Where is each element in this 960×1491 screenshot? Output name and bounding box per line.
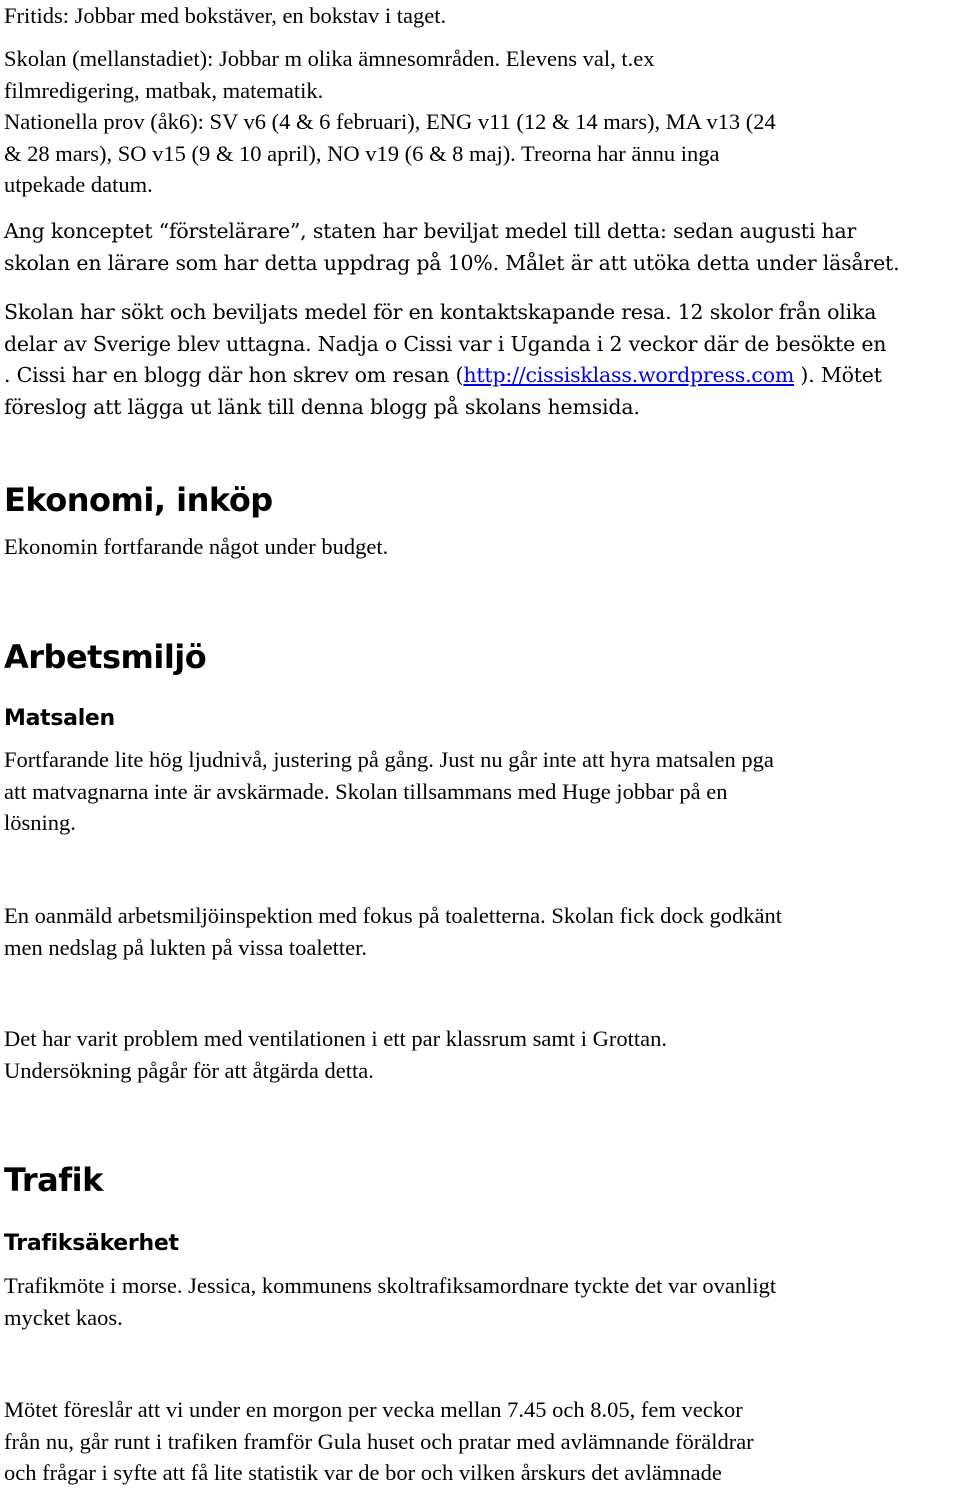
forstelarare-paragraph bbox=[4, 216, 899, 279]
kontaktresa-line-2: delar av Sverige blev uttagna. Nadja o Cissi var i Uganda i 2 veckor där de besökte en bbox=[4, 331, 887, 356]
skolan-line-3: Nationella prov (åk6): SV v6 (4 & 6 februari), ENG v11 (12 & 14 mars), MA v13 (24 bbox=[4, 109, 776, 134]
ventilation-paragraph bbox=[4, 1023, 667, 1086]
trafiksakerhet-line-1: Trafikmöte i morse. Jessica, kommunens skoltrafiksamordnare tyckte det var ovanligt bbox=[4, 1273, 777, 1298]
mote-line-2: från nu, går runt i trafiken framför Gula huset och pratar med avlämnande föräldrar bbox=[4, 1428, 754, 1454]
trafik-heading: Trafik bbox=[4, 1161, 103, 1199]
ekonomi-paragraph bbox=[4, 531, 388, 563]
skolan-line-1: Skolan (mellanstadiet): Jobbar m olika ämnesområden. Elevens val, t.ex bbox=[4, 46, 655, 71]
mote-paragraph bbox=[4, 1394, 754, 1489]
skolan-line-4: & 28 mars), SO v15 (9 & 10 april), NO v19 (6 & 8 maj). Treorna har ännu inga bbox=[4, 140, 720, 166]
ventilation-line-1: Det har varit problem med ventilationen i ett par klassrum samt i Grottan. bbox=[4, 1026, 667, 1051]
mote-line-3: och frågar i syfte att få lite statistik var de bor och vilken årskurs det avlämnade bbox=[4, 1460, 722, 1485]
inspektion-paragraph bbox=[4, 900, 782, 963]
skolan-paragraph bbox=[4, 43, 776, 201]
inspektion-line-1: En oanmäld arbetsmiljöinspektion med fokus på toaletterna. Skolan fick dock godkänt bbox=[4, 903, 782, 928]
kontaktresa-line-3-after: ). Mötet bbox=[794, 363, 882, 387]
fritids-line-1: Fritids: Jobbar med bokstäver, en bokstav i taget. bbox=[4, 3, 447, 28]
trafiksakerhet-heading: Trafiksäkerhet bbox=[4, 1231, 179, 1256]
forstelarare-line-2: skolan en lärare som har detta uppdrag på 10%. Målet är att utöka detta under läsåret. bbox=[4, 250, 900, 275]
matsalen-line-2: att matvagnarna inte är avskärmade. Skolan tillsammans med Huge jobbar på en bbox=[4, 778, 728, 804]
kontaktresa-line-3-before: . Cissi har en blogg där hon skrev om resan ( bbox=[4, 363, 464, 387]
trafiksakerhet-line-2: mycket kaos. bbox=[4, 1304, 123, 1330]
blog-link[interactable]: http://cissisklass.wordpress.com bbox=[463, 363, 795, 387]
kontaktresa-line-1: Skolan har sökt och beviljats medel för en kontaktskapande resa. 12 skolor från olika bbox=[4, 300, 877, 324]
kontaktresa-line-4: föreslog att lägga ut länk till denna blogg på skolans hemsida. bbox=[4, 394, 640, 419]
matsalen-line-3: lösning. bbox=[4, 810, 76, 835]
skolan-line-2: filmredigering, matbak, matematik. bbox=[4, 77, 324, 103]
matsalen-paragraph bbox=[4, 744, 774, 839]
trafiksakerhet-paragraph bbox=[4, 1270, 776, 1333]
arbetsmiljo-heading: Arbetsmiljö bbox=[4, 638, 207, 676]
ekonomi-text: Ekonomin fortfarande något under budget. bbox=[4, 534, 389, 559]
fritids-paragraph bbox=[4, 0, 446, 32]
mote-line-1: Mötet föreslår att vi under en morgon per vecka mellan 7.45 och 8.05, fem veckor bbox=[4, 1397, 743, 1422]
matsalen-heading: Matsalen bbox=[4, 706, 115, 731]
kontaktresa-paragraph bbox=[4, 297, 886, 423]
forstelarare-line-1: Ang konceptet “förstelärare”, staten har beviljat medel till detta: sedan augusti har bbox=[4, 219, 857, 243]
ekonomi-heading: Ekonomi, inköp bbox=[4, 481, 273, 519]
ventilation-line-2: Undersökning pågår för att åtgärda detta. bbox=[4, 1057, 374, 1083]
kontaktresa-line-3 bbox=[4, 360, 886, 392]
skolan-line-5: utpekade datum. bbox=[4, 172, 153, 197]
inspektion-line-2: men nedslag på lukten på vissa toaletter. bbox=[4, 934, 368, 960]
matsalen-line-1: Fortfarande lite hög ljudnivå, justering på gång. Just nu går inte att hyra matsalen pga bbox=[4, 747, 774, 772]
